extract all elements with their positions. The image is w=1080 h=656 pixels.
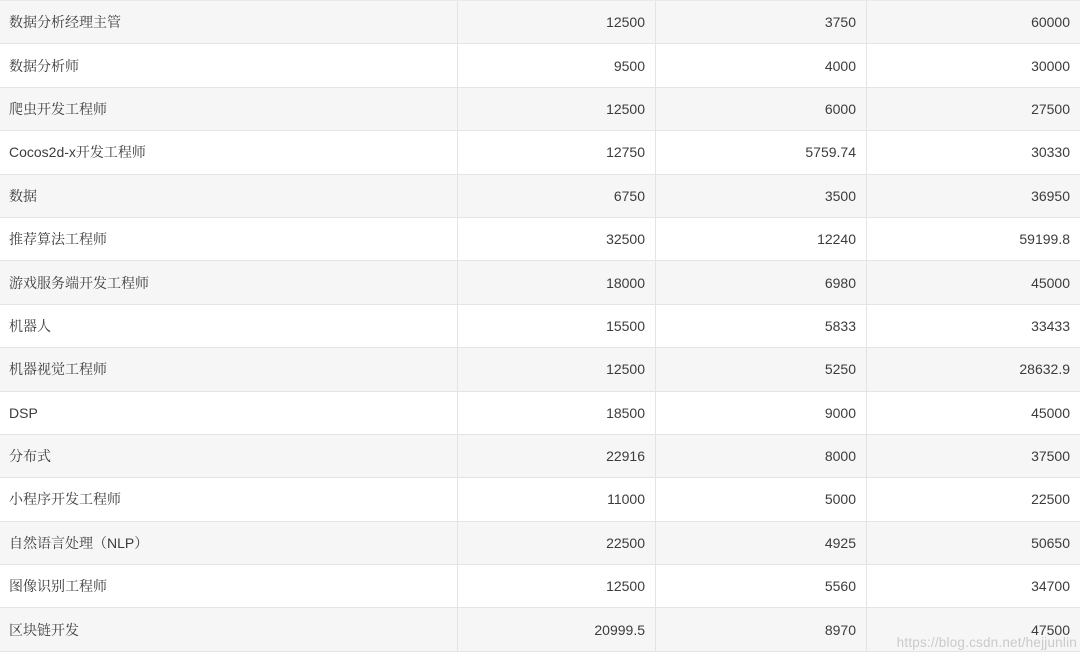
value-cell-2: 6980 [655, 261, 866, 303]
value-cell-3: 30330 [866, 131, 1080, 173]
value-cell-2: 8000 [655, 435, 866, 477]
value-cell-2: 4925 [655, 522, 866, 564]
value-cell-1: 22500 [457, 522, 655, 564]
value-cell-2: 12240 [655, 218, 866, 260]
value-cell-2: 3750 [655, 1, 866, 43]
value-cell-3: 60000 [866, 1, 1080, 43]
value-cell-1: 20999.5 [457, 608, 655, 650]
value-cell-1: 32500 [457, 218, 655, 260]
value-cell-3: 36950 [866, 175, 1080, 217]
value-cell-3: 28632.9 [866, 348, 1080, 390]
job-title-cell: 自然语言处理（NLP） [9, 534, 149, 551]
value-cell-1: 12500 [457, 565, 655, 607]
value-cell-2: 9000 [655, 392, 866, 434]
table-row [0, 435, 1080, 478]
table-row [0, 392, 1080, 435]
value-cell-3: 34700 [866, 565, 1080, 607]
value-cell-3: 33433 [866, 305, 1080, 347]
job-title-cell: Cocos2d-x开发工程师 [9, 144, 146, 161]
value-cell-2: 5560 [655, 565, 866, 607]
table-row [0, 522, 1080, 565]
job-title-cell: 爬虫开发工程师 [9, 100, 107, 117]
csdn-watermark: https://blog.csdn.net/hejjunlin [896, 635, 1077, 650]
table-row [0, 261, 1080, 304]
table-row [0, 218, 1080, 261]
job-title-cell: 区块链开发 [9, 621, 79, 638]
table-row [0, 131, 1080, 174]
value-cell-2: 5250 [655, 348, 866, 390]
value-cell-2: 5759.74 [655, 131, 866, 173]
value-cell-2: 4000 [655, 44, 866, 86]
value-cell-1: 12500 [457, 1, 655, 43]
job-title-cell: 图像识别工程师 [9, 578, 107, 595]
value-cell-1: 12750 [457, 131, 655, 173]
table-row [0, 1, 1080, 44]
table-row [0, 608, 1080, 651]
value-cell-1: 6750 [457, 175, 655, 217]
job-title-cell: 数据分析经理主管 [9, 14, 121, 31]
job-title-cell: 数据 [9, 187, 37, 204]
value-cell-1: 18500 [457, 392, 655, 434]
job-title-cell: 推荐算法工程师 [9, 231, 107, 248]
value-cell-1: 15500 [457, 305, 655, 347]
table-row [0, 305, 1080, 348]
value-cell-2: 8970 [655, 608, 866, 650]
value-cell-3: 50650 [866, 522, 1080, 564]
value-cell-1: 11000 [457, 478, 655, 520]
value-cell-3: 22500 [866, 478, 1080, 520]
value-cell-1: 12500 [457, 348, 655, 390]
value-cell-2: 3500 [655, 175, 866, 217]
job-title-cell: 小程序开发工程师 [9, 491, 121, 508]
job-title-cell: DSP [9, 404, 38, 421]
table-row [0, 478, 1080, 521]
job-title-cell: 游戏服务端开发工程师 [9, 274, 149, 291]
value-cell-2: 5833 [655, 305, 866, 347]
value-cell-3: 45000 [866, 261, 1080, 303]
value-cell-2: 6000 [655, 88, 866, 130]
value-cell-3: 59199.8 [866, 218, 1080, 260]
job-title-cell: 分布式 [9, 448, 51, 465]
value-cell-3: 30000 [866, 44, 1080, 86]
table-row [0, 88, 1080, 131]
table-row [0, 565, 1080, 608]
value-cell-3: 37500 [866, 435, 1080, 477]
table-row [0, 175, 1080, 218]
table-row [0, 348, 1080, 391]
value-cell-3: 27500 [866, 88, 1080, 130]
value-cell-1: 12500 [457, 88, 655, 130]
value-cell-2: 5000 [655, 478, 866, 520]
value-cell-1: 22916 [457, 435, 655, 477]
table-row [0, 44, 1080, 87]
job-title-cell: 机器视觉工程师 [9, 361, 107, 378]
value-cell-3: 45000 [866, 392, 1080, 434]
value-cell-3: 47500 [866, 608, 1080, 650]
value-cell-1: 18000 [457, 261, 655, 303]
job-title-cell: 数据分析师 [9, 57, 79, 74]
job-title-cell: 机器人 [9, 317, 51, 334]
value-cell-1: 9500 [457, 44, 655, 86]
